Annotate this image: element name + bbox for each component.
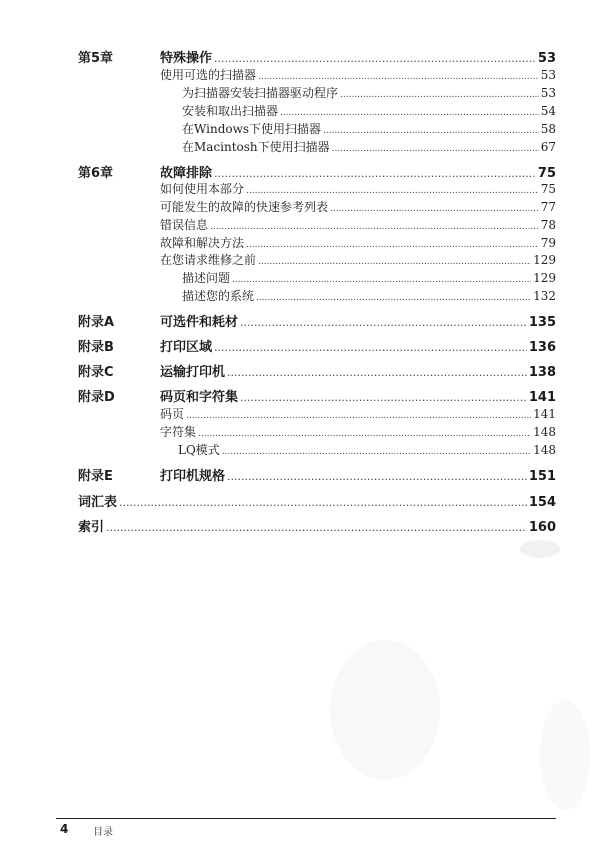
dot-leader	[119, 496, 527, 509]
toc-entry-chapter-5[interactable]	[160, 47, 556, 66]
toc-entry-title: 为扫描器安装扫描器驱动程序	[182, 86, 339, 100]
toc-entry-page: 160	[528, 520, 556, 535]
toc-entry-page: 148	[533, 425, 556, 439]
dot-leader	[240, 391, 527, 404]
dot-leader	[227, 470, 527, 483]
toc-entry-page: 129	[533, 253, 556, 267]
toc-entry-title: 运输打印机	[160, 365, 226, 380]
dot-leader	[186, 411, 531, 421]
toc-entry-glossary[interactable]	[78, 491, 556, 510]
toc-entry-title: 打印区域	[160, 340, 213, 355]
dot-leader	[210, 222, 539, 232]
footer-title: 目录	[93, 827, 113, 838]
toc-entry-page: 138	[528, 365, 556, 380]
toc-entry-title: LQ模式	[178, 443, 220, 457]
toc-entry[interactable]	[182, 269, 556, 286]
toc-entry[interactable]	[160, 251, 556, 268]
toc-entry-index[interactable]	[78, 516, 556, 535]
scan-noise	[520, 540, 560, 558]
dot-leader	[256, 293, 531, 303]
appendix-d-label: 附录D	[78, 390, 115, 405]
toc-entry-page: 67	[540, 140, 556, 154]
toc-entry-page: 53	[540, 68, 556, 82]
toc-entry-title: 可选件和耗材	[160, 315, 239, 330]
toc-entry-appendix-b[interactable]	[160, 336, 556, 355]
toc-entry[interactable]	[182, 287, 556, 304]
dot-leader	[330, 204, 539, 214]
toc-entry-page: 75	[537, 166, 556, 181]
toc-entry-title: 在Macintosh下使用扫描器	[182, 140, 330, 154]
dot-leader	[214, 167, 536, 180]
toc-entry-title: 在Windows下使用扫描器	[182, 122, 322, 136]
toc-entry-page: 53	[537, 51, 556, 66]
appendix-c-label: 附录C	[78, 365, 114, 380]
toc-entry-page: 78	[540, 218, 556, 232]
toc-entry-appendix-d[interactable]	[160, 386, 556, 405]
dot-leader	[222, 447, 531, 457]
toc-entry[interactable]	[160, 216, 556, 233]
scan-noise	[540, 700, 590, 810]
toc-entry-title: 故障排除	[160, 166, 213, 181]
dot-leader	[106, 521, 527, 534]
dot-leader	[232, 275, 531, 285]
toc-entry-page: 154	[528, 495, 556, 510]
toc-entry[interactable]	[160, 180, 556, 197]
toc-entry-page: 79	[540, 236, 556, 250]
appendix-e-label: 附录E	[78, 469, 113, 484]
dot-leader	[246, 240, 539, 250]
toc-entry-page: 151	[528, 469, 556, 484]
toc-entry-appendix-e[interactable]	[160, 465, 556, 484]
chapter-6-label: 第6章	[78, 166, 114, 181]
toc-entry-page: 77	[540, 200, 556, 214]
toc-entry-title: 安装和取出扫描器	[182, 104, 279, 118]
toc-entry-title: 描述您的系统	[182, 289, 255, 303]
toc-entry[interactable]	[178, 441, 556, 458]
dot-leader	[198, 429, 531, 439]
toc-entry-page: 141	[533, 407, 556, 421]
dot-leader	[214, 341, 527, 354]
toc-entry[interactable]	[182, 120, 556, 137]
dot-leader	[332, 144, 539, 154]
toc-entry-page: 136	[528, 340, 556, 355]
dot-leader	[340, 90, 539, 100]
toc-entry-appendix-c[interactable]	[160, 361, 556, 380]
toc-entry-page: 54	[540, 104, 556, 118]
toc-entry[interactable]	[182, 138, 556, 155]
toc-entry-title: 故障和解决方法	[160, 236, 245, 250]
toc-entry-title: 索引	[78, 520, 105, 535]
toc-entry-page: 148	[533, 443, 556, 457]
scan-noise	[330, 640, 440, 780]
appendix-a-label: 附录A	[78, 315, 115, 330]
dot-leader	[258, 72, 539, 82]
toc-entry-title: 可能发生的故障的快速参考列表	[160, 200, 329, 214]
toc-entry-page: 132	[533, 289, 556, 303]
toc-entry-chapter-6[interactable]	[160, 162, 556, 181]
toc-entry-title: 如何使用本部分	[160, 182, 245, 196]
toc-entry-title: 在您请求维修之前	[160, 253, 257, 267]
toc-entry-page: 129	[533, 271, 556, 285]
dot-leader	[214, 52, 536, 65]
toc-entry-title: 打印机规格	[160, 469, 226, 484]
toc-entry-title: 使用可选的扫描器	[160, 68, 257, 82]
dot-leader	[323, 126, 539, 136]
toc-entry-page: 75	[540, 182, 556, 196]
toc-entry-title: 码页	[160, 407, 185, 421]
toc-entry-title: 描述问题	[182, 271, 231, 285]
toc-entry[interactable]	[182, 102, 556, 119]
toc-entry[interactable]	[160, 423, 556, 440]
appendix-b-label: 附录B	[78, 340, 114, 355]
toc-entry-title: 码页和字符集	[160, 390, 239, 405]
toc-entry[interactable]	[160, 405, 556, 422]
footer-page-number: 4	[60, 822, 69, 836]
footer-rule	[56, 818, 556, 819]
toc-entry-page: 141	[528, 390, 556, 405]
toc-entry[interactable]	[182, 84, 556, 101]
toc-entry-page: 135	[528, 315, 556, 330]
toc-entry-appendix-a[interactable]	[160, 311, 556, 330]
toc-entry-title: 特殊操作	[160, 51, 213, 66]
toc-entry[interactable]	[160, 66, 556, 83]
toc-entry-title: 字符集	[160, 425, 197, 439]
toc-entry[interactable]	[160, 234, 556, 251]
toc-entry[interactable]	[160, 198, 556, 215]
dot-leader	[280, 108, 539, 118]
dot-leader	[258, 257, 531, 267]
dot-leader	[227, 366, 527, 379]
toc-entry-title: 词汇表	[78, 495, 118, 510]
dot-leader	[240, 316, 527, 329]
chapter-5-label: 第5章	[78, 51, 114, 66]
toc-entry-title: 错误信息	[160, 218, 209, 232]
dot-leader	[246, 186, 539, 196]
toc-entry-page: 58	[540, 122, 556, 136]
toc-entry-page: 53	[540, 86, 556, 100]
